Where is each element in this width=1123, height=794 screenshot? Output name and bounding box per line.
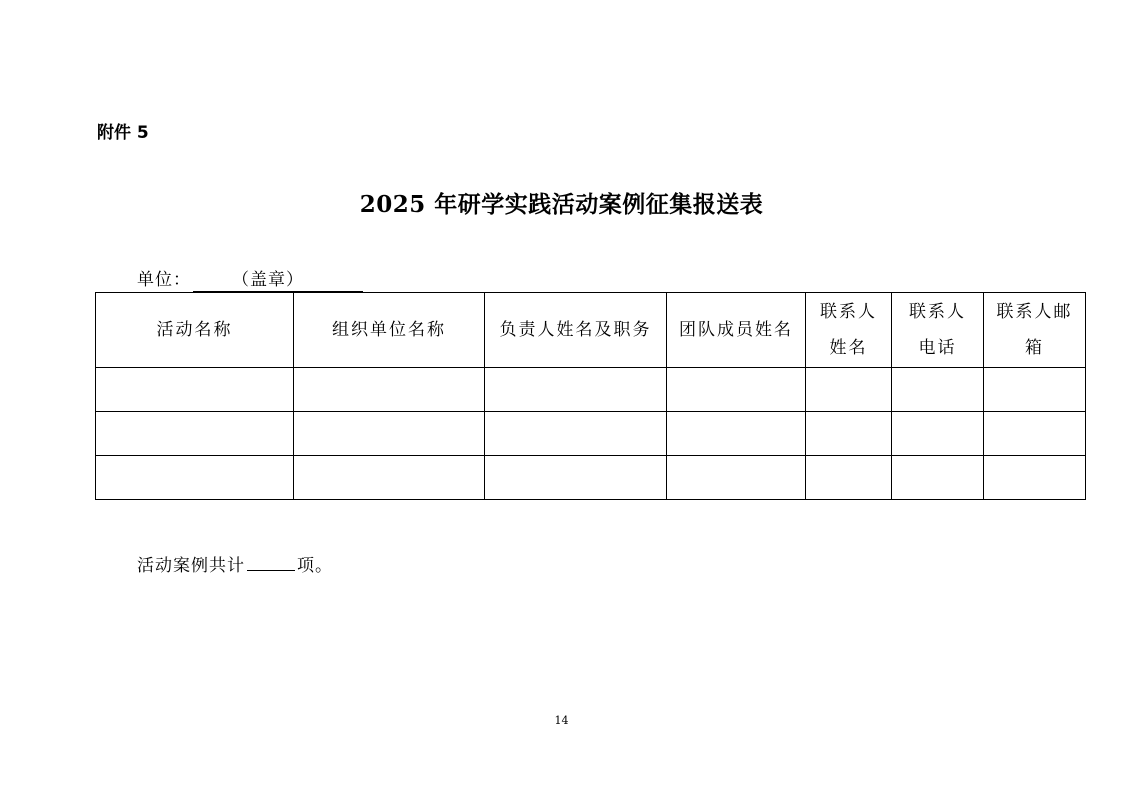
- table-cell[interactable]: [984, 368, 1086, 412]
- header-contact-name: [806, 293, 892, 368]
- header-team-members: [667, 293, 806, 368]
- table-cell[interactable]: [892, 368, 984, 412]
- table-cell[interactable]: [294, 456, 485, 500]
- header-text-line2: 电话: [918, 338, 957, 358]
- table-cell[interactable]: [806, 368, 892, 412]
- table-cell[interactable]: [806, 456, 892, 500]
- attachment-label: 附件 5: [97, 123, 149, 143]
- document-title: 2025 年研学实践活动案例征集报送表: [359, 191, 764, 218]
- table-cell[interactable]: [485, 368, 667, 412]
- header-text-line1: 联系人邮: [996, 302, 1073, 322]
- header-text-line1: 联系人: [909, 302, 966, 322]
- total-count-blank[interactable]: [247, 552, 295, 571]
- page-number: 14: [554, 714, 569, 727]
- table-cell[interactable]: [294, 368, 485, 412]
- header-leader: [485, 293, 667, 368]
- table-cell[interactable]: [892, 456, 984, 500]
- unit-blank-field[interactable]: [193, 269, 363, 292]
- report-table: [95, 292, 1086, 500]
- table-row: [96, 456, 1086, 500]
- header-activity-name: [96, 293, 294, 368]
- table-cell[interactable]: [892, 412, 984, 456]
- table-cell[interactable]: [667, 456, 806, 500]
- header-text: 活动名称: [156, 320, 233, 340]
- total-prefix: 活动案例共计: [137, 556, 245, 576]
- header-text: 组织单位名称: [332, 320, 446, 340]
- stamp-hint: （盖章）: [232, 270, 304, 290]
- header-organizer: [294, 293, 485, 368]
- table-row: [96, 368, 1086, 412]
- table-cell[interactable]: [984, 456, 1086, 500]
- header-row: [96, 293, 1086, 368]
- table-cell[interactable]: [984, 412, 1086, 456]
- table-cell[interactable]: [806, 412, 892, 456]
- header-text-line2: 姓名: [829, 338, 868, 358]
- header-text: 团队成员姓名: [679, 320, 793, 340]
- table-cell[interactable]: [96, 368, 294, 412]
- table-cell[interactable]: [96, 456, 294, 500]
- unit-line: [137, 265, 363, 292]
- header-text-line1: 联系人: [820, 302, 877, 322]
- header-text: 负责人姓名及职务: [499, 320, 652, 340]
- table-cell[interactable]: [485, 412, 667, 456]
- table-cell[interactable]: [667, 368, 806, 412]
- header-contact-email: [984, 293, 1086, 368]
- header-contact-phone: [892, 293, 984, 368]
- table-row: [96, 412, 1086, 456]
- total-suffix: 项。: [297, 556, 333, 576]
- table-cell[interactable]: [485, 456, 667, 500]
- unit-label: 单位：: [137, 270, 191, 290]
- table-cell[interactable]: [667, 412, 806, 456]
- table-cell[interactable]: [294, 412, 485, 456]
- header-text-line2: 箱: [1025, 338, 1044, 358]
- total-line: [137, 551, 333, 576]
- table-cell[interactable]: [96, 412, 294, 456]
